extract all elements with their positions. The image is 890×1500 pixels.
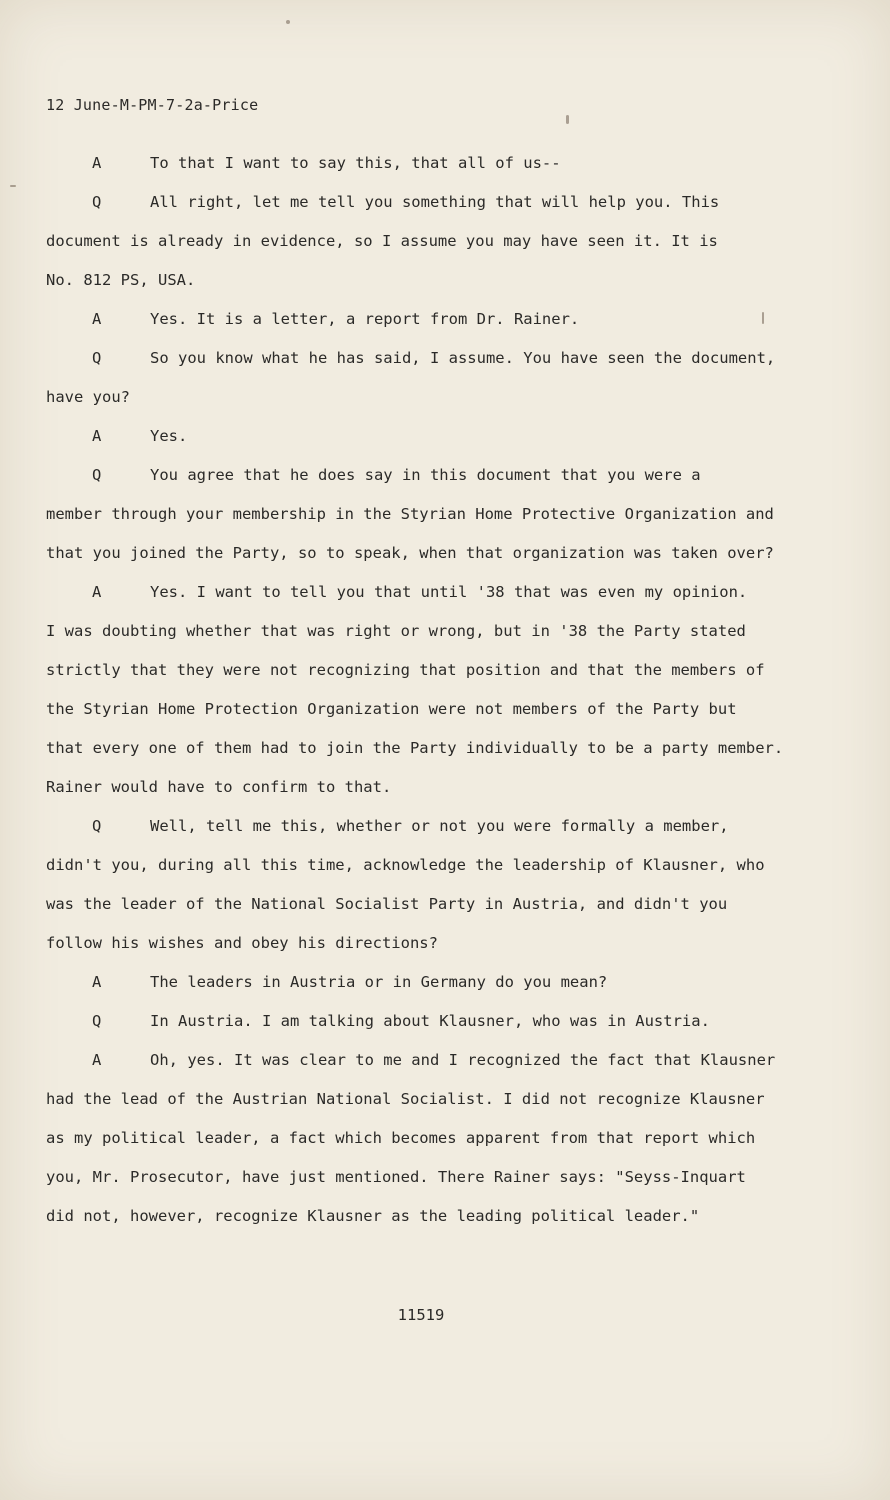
- line-text: Yes.: [150, 427, 188, 445]
- transcript-line: [46, 772, 826, 811]
- transcript-line: [46, 148, 826, 187]
- speaker-label: Q: [92, 466, 102, 484]
- transcript-line: [46, 889, 826, 928]
- transcript-line: [46, 1201, 826, 1240]
- line-text: Rainer would have to confirm to that.: [46, 778, 392, 796]
- speaker-label: A: [92, 1051, 102, 1069]
- line-text: The leaders in Austria or in Germany do you mean?: [150, 973, 608, 991]
- page-number: 11519: [397, 1306, 445, 1324]
- transcript-line: [46, 1123, 826, 1162]
- transcript-line: [46, 382, 826, 421]
- transcript-line: [46, 187, 826, 226]
- speaker-label: A: [92, 583, 102, 601]
- transcript-line: [46, 967, 826, 1006]
- line-text: that every one of them had to join the Party individually to be a party member.: [46, 739, 784, 757]
- transcript-line: [46, 421, 826, 460]
- line-text: In Austria. I am talking about Klausner, who was in Austria.: [150, 1012, 710, 1030]
- transcript-line: [46, 499, 826, 538]
- speaker-label: A: [92, 973, 102, 991]
- transcript-line: [46, 616, 826, 655]
- line-text: the Styrian Home Protection Organization were not members of the Party but: [46, 700, 737, 718]
- transcript-line: [46, 811, 826, 850]
- line-text: you, Mr. Prosecutor, have just mentioned. There Rainer says: "Seyss-Inquart: [46, 1168, 746, 1186]
- speaker-label: Q: [92, 349, 102, 367]
- transcript-line: [46, 1045, 826, 1084]
- line-text: member through your membership in the Styrian Home Protective Organization and: [46, 505, 774, 523]
- line-text: No. 812 PS, USA.: [46, 271, 196, 289]
- line-text: Yes. It is a letter, a report from Dr. Rainer.: [150, 310, 580, 328]
- transcript-body: [46, 148, 826, 1240]
- speaker-label: A: [92, 154, 102, 172]
- transcript-line: [46, 304, 826, 343]
- transcript-line: [46, 577, 826, 616]
- transcript-line: [46, 850, 826, 889]
- line-text: was the leader of the National Socialist Party in Austria, and didn't you: [46, 895, 728, 913]
- line-text: strictly that they were not recognizing that position and that the members of: [46, 661, 765, 679]
- line-text: Well, tell me this, whether or not you were formally a member,: [150, 817, 729, 835]
- document-header: 12 June-M-PM-7-2a-Price: [46, 96, 259, 114]
- transcript-line: [46, 694, 826, 733]
- line-text: did not, however, recognize Klausner as the leading political leader.": [46, 1207, 700, 1225]
- transcript-line: [46, 1084, 826, 1123]
- speaker-label: A: [92, 310, 102, 328]
- transcript-line: [46, 538, 826, 577]
- line-text: document is already in evidence, so I assume you may have seen it. It is: [46, 232, 718, 250]
- line-text: didn't you, during all this time, acknowledge the leadership of Klausner, who: [46, 856, 765, 874]
- transcript-line: [46, 928, 826, 967]
- line-text: So you know what he has said, I assume. You have seen the document,: [150, 349, 776, 367]
- line-text: had the lead of the Austrian National Socialist. I did not recognize Klausner: [46, 1090, 765, 1108]
- transcript-line: [46, 655, 826, 694]
- paper-blemish: [10, 185, 16, 187]
- transcript-line: [46, 1006, 826, 1045]
- speaker-label: Q: [92, 817, 102, 835]
- line-text: Oh, yes. It was clear to me and I recognized the fact that Klausner: [150, 1051, 776, 1069]
- transcript-line: [46, 1162, 826, 1201]
- transcript-line: [46, 460, 826, 499]
- speaker-label: Q: [92, 193, 102, 211]
- transcript-line: [46, 265, 826, 304]
- line-text: that you joined the Party, so to speak, when that organization was taken over?: [46, 544, 774, 562]
- line-text: All right, let me tell you something that will help you. This: [150, 193, 720, 211]
- speaker-label: A: [92, 427, 102, 445]
- line-text: To that I want to say this, that all of us--: [150, 154, 561, 172]
- transcript-line: [46, 343, 826, 382]
- line-text: as my political leader, a fact which becomes apparent from that report which: [46, 1129, 756, 1147]
- line-text: follow his wishes and obey his directions?: [46, 934, 438, 952]
- line-text: You agree that he does say in this document that you were a: [150, 466, 701, 484]
- line-text: have you?: [46, 388, 130, 406]
- transcript-line: [46, 226, 826, 265]
- transcript-line: [46, 733, 826, 772]
- paper-blemish: [286, 20, 290, 24]
- line-text: I was doubting whether that was right or wrong, but in '38 the Party stated: [46, 622, 746, 640]
- speaker-label: Q: [92, 1012, 102, 1030]
- paper-blemish: [566, 115, 569, 124]
- line-text: Yes. I want to tell you that until '38 that was even my opinion.: [150, 583, 748, 601]
